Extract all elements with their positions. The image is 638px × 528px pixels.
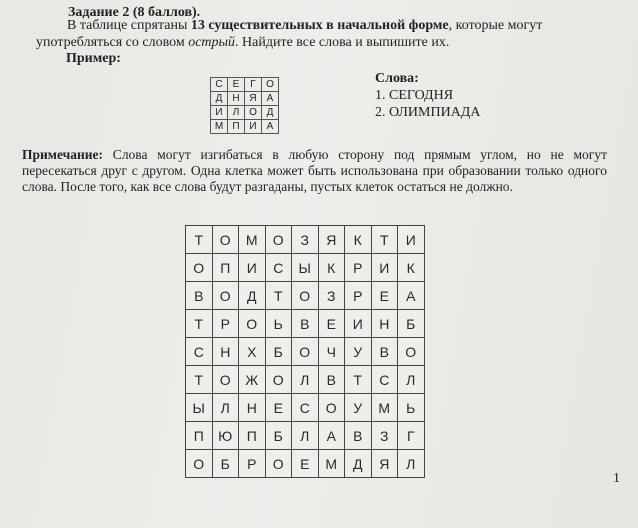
puzzle-grid-cell: М bbox=[371, 394, 398, 422]
puzzle-grid-cell: Я bbox=[371, 450, 398, 478]
puzzle-grid-cell: Б bbox=[265, 422, 292, 450]
puzzle-grid-cell: Е bbox=[371, 282, 398, 310]
grid-row bbox=[211, 120, 279, 134]
puzzle-grid-cell: Ы bbox=[186, 394, 213, 422]
puzzle-grid-cell: Х bbox=[239, 338, 266, 366]
puzzle-grid-cell: К bbox=[345, 226, 372, 254]
example-grid-cell: Г bbox=[245, 78, 262, 92]
puzzle-grid-cell: Н bbox=[212, 338, 239, 366]
puzzle-grid-cell: И bbox=[371, 254, 398, 282]
task-instruction-line-1 bbox=[67, 19, 542, 33]
instruction-italic-text: острый bbox=[188, 35, 236, 50]
puzzle-grid-cell: О bbox=[292, 338, 319, 366]
grid-row bbox=[211, 106, 279, 120]
grid-row bbox=[186, 282, 425, 310]
puzzle-grid-cell: Г bbox=[398, 422, 425, 450]
example-label: Пример: bbox=[66, 51, 121, 66]
puzzle-grid-cell: О bbox=[398, 338, 425, 366]
puzzle-grid-cell: Р bbox=[345, 254, 372, 282]
example-grid-cell: А bbox=[262, 92, 279, 106]
puzzle-grid-cell: Н bbox=[239, 394, 266, 422]
example-grid-cell: Л bbox=[228, 106, 245, 120]
puzzle-grid-cell: В bbox=[292, 310, 319, 338]
puzzle-grid-cell: Р bbox=[212, 310, 239, 338]
puzzle-grid-cell: Н bbox=[371, 310, 398, 338]
puzzle-grid-cell: Т bbox=[371, 226, 398, 254]
puzzle-grid-cell: Л bbox=[398, 450, 425, 478]
example-grid bbox=[210, 77, 279, 134]
grid-row bbox=[211, 78, 279, 92]
puzzle-grid-cell: И bbox=[345, 310, 372, 338]
note-label: Примечание: bbox=[22, 147, 104, 162]
puzzle-grid-cell: В bbox=[371, 338, 398, 366]
puzzle-grid-cell: О bbox=[212, 366, 239, 394]
grid-row bbox=[186, 450, 425, 478]
puzzle-grid-cell: Е bbox=[265, 394, 292, 422]
puzzle-grid-cell: О bbox=[212, 282, 239, 310]
puzzle-grid-cell: Л bbox=[212, 394, 239, 422]
instruction-text: . Найдите все слова и выпишите их. bbox=[235, 35, 450, 50]
example-grid-cell: Д bbox=[262, 106, 279, 120]
example-grid-cell: М bbox=[211, 120, 228, 134]
note-text: Слова могут изгибаться в любую сторону под прямым углом, но не могут пересекаться друг с другом. Одна клетка может быть использована при образовании только одного слова. После того, как все слова будут разгаданы, пустых клеток остаться не должно. bbox=[22, 147, 607, 194]
puzzle-grid-cell: Р bbox=[239, 450, 266, 478]
puzzle-grid-cell: И bbox=[398, 226, 425, 254]
puzzle-grid-cell: В bbox=[318, 366, 345, 394]
puzzle-grid-cell: Т bbox=[186, 226, 213, 254]
puzzle-grid-cell: З bbox=[292, 226, 319, 254]
puzzle-grid-cell: П bbox=[239, 422, 266, 450]
puzzle-grid-cell: Л bbox=[398, 366, 425, 394]
example-grid-cell: С bbox=[211, 78, 228, 92]
puzzle-grid-cell: Р bbox=[345, 282, 372, 310]
puzzle-grid-cell: О bbox=[212, 226, 239, 254]
example-grid-cell: Д bbox=[211, 92, 228, 106]
instruction-bold-text: 13 существительных в начальной форме bbox=[190, 18, 449, 33]
example-word: 1. СЕГОДНЯ bbox=[375, 88, 454, 103]
example-grid-cell: О bbox=[245, 106, 262, 120]
example-grid-cell: И bbox=[245, 120, 262, 134]
puzzle-grid-cell: Т bbox=[186, 310, 213, 338]
grid-row bbox=[186, 226, 425, 254]
grid-row bbox=[186, 310, 425, 338]
puzzle-grid-cell: Б bbox=[212, 450, 239, 478]
puzzle-grid-cell: Т bbox=[345, 366, 372, 394]
puzzle-grid-cell: С bbox=[265, 254, 292, 282]
grid-row bbox=[186, 366, 425, 394]
example-word: 2. ОЛИМПИАДА bbox=[375, 105, 481, 120]
example-grid-cell: А bbox=[262, 120, 279, 134]
puzzle-grid-cell: Я bbox=[318, 226, 345, 254]
page-number: 1 bbox=[613, 471, 620, 486]
puzzle-grid-cell: Л bbox=[292, 422, 319, 450]
example-words-title: Слова: bbox=[375, 71, 419, 86]
puzzle-grid-cell: О bbox=[265, 366, 292, 394]
puzzle-grid-cell: В bbox=[345, 422, 372, 450]
puzzle-grid-cell: А bbox=[398, 282, 425, 310]
puzzle-grid-cell: Ч bbox=[318, 338, 345, 366]
example-grid-cell: Н bbox=[228, 92, 245, 106]
puzzle-grid-cell: Ю bbox=[212, 422, 239, 450]
puzzle-grid-cell: И bbox=[239, 254, 266, 282]
puzzle-grid-cell: М bbox=[239, 226, 266, 254]
puzzle-grid-cell: Д bbox=[345, 450, 372, 478]
instruction-text: В таблице спрятаны bbox=[67, 18, 191, 33]
example-grid-cell: П bbox=[228, 120, 245, 134]
grid-row bbox=[186, 394, 425, 422]
puzzle-grid-cell: Д bbox=[239, 282, 266, 310]
grid-row bbox=[211, 92, 279, 106]
puzzle-grid-cell: Ж bbox=[239, 366, 266, 394]
puzzle-grid-cell: О bbox=[265, 450, 292, 478]
puzzle-grid-cell: О bbox=[239, 310, 266, 338]
puzzle-grid-cell: С bbox=[292, 394, 319, 422]
puzzle-grid-cell: О bbox=[265, 226, 292, 254]
grid-row bbox=[186, 422, 425, 450]
puzzle-grid-cell: Т bbox=[186, 366, 213, 394]
example-grid-cell: И bbox=[211, 106, 228, 120]
puzzle-grid-cell: Е bbox=[318, 310, 345, 338]
puzzle-grid-cell: З bbox=[318, 282, 345, 310]
puzzle-grid-cell: У bbox=[345, 394, 372, 422]
puzzle-grid-cell: О bbox=[186, 450, 213, 478]
puzzle-grid-cell: Л bbox=[292, 366, 319, 394]
puzzle-grid-cell: П bbox=[212, 254, 239, 282]
note-paragraph bbox=[22, 147, 607, 195]
puzzle-grid-cell: В bbox=[186, 282, 213, 310]
puzzle-grid-cell: С bbox=[186, 338, 213, 366]
puzzle-grid-cell: З bbox=[371, 422, 398, 450]
puzzle-grid-cell: Б bbox=[398, 310, 425, 338]
puzzle-grid-cell: Е bbox=[292, 450, 319, 478]
example-grid-cell: Я bbox=[245, 92, 262, 106]
puzzle-grid-cell: М bbox=[318, 450, 345, 478]
puzzle-grid-cell: К bbox=[398, 254, 425, 282]
example-grid-cell: Е bbox=[228, 78, 245, 92]
instruction-text: , которые могут bbox=[448, 18, 543, 33]
example-grid-cell: О bbox=[262, 78, 279, 92]
puzzle-grid-cell: Ь bbox=[398, 394, 425, 422]
puzzle-grid-cell: П bbox=[186, 422, 213, 450]
puzzle-grid-cell: Ь bbox=[265, 310, 292, 338]
puzzle-grid-cell: К bbox=[318, 254, 345, 282]
puzzle-grid-cell: А bbox=[318, 422, 345, 450]
puzzle-grid-cell: С bbox=[371, 366, 398, 394]
instruction-text: употребляться со словом bbox=[36, 35, 189, 50]
grid-row bbox=[186, 338, 425, 366]
puzzle-grid-cell: О bbox=[186, 254, 213, 282]
puzzle-grid-cell: О bbox=[318, 394, 345, 422]
puzzle-grid-cell: О bbox=[292, 282, 319, 310]
grid-row bbox=[186, 254, 425, 282]
puzzle-grid-cell: Т bbox=[265, 282, 292, 310]
task-instruction-line-2 bbox=[36, 36, 449, 50]
puzzle-grid-cell: Ы bbox=[292, 254, 319, 282]
puzzle-grid bbox=[185, 225, 425, 478]
puzzle-grid-cell: Б bbox=[265, 338, 292, 366]
puzzle-grid-cell: У bbox=[345, 338, 372, 366]
task-title: Задание 2 (8 баллов). bbox=[68, 5, 201, 20]
